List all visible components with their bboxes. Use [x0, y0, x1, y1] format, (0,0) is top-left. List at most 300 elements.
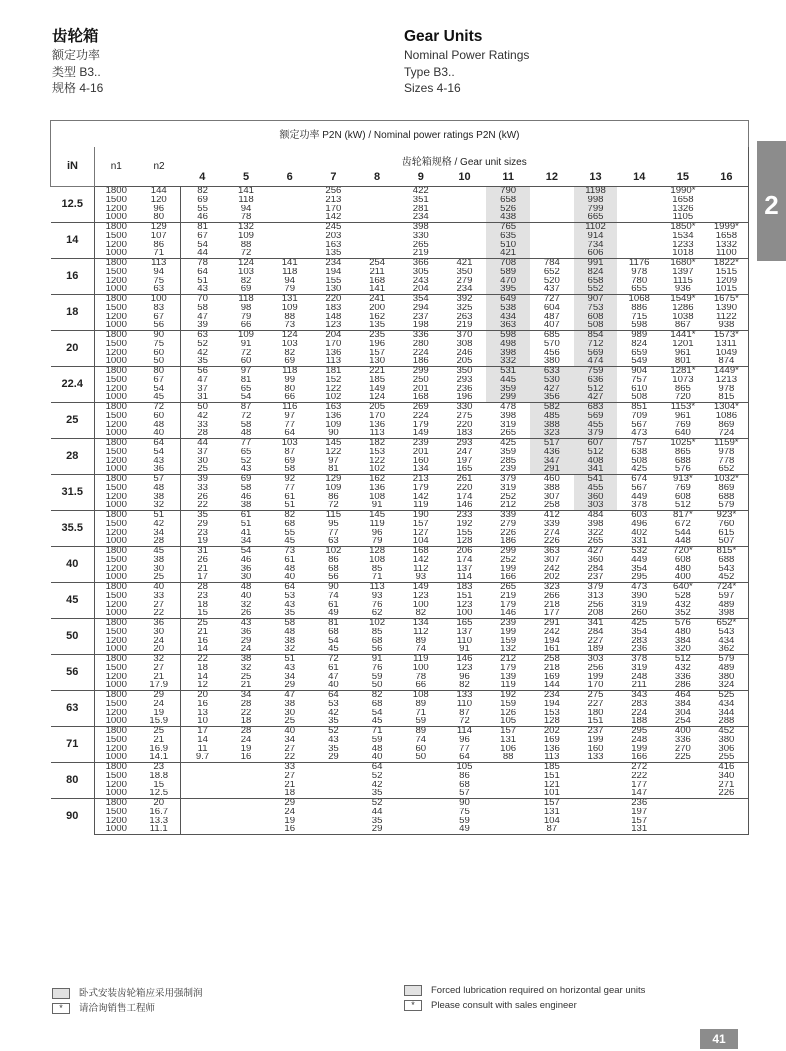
power-cell: 59	[371, 672, 383, 682]
power-cell: 525	[705, 691, 749, 700]
power-cell: 145	[312, 439, 356, 448]
power-cell: 26	[197, 555, 208, 565]
power-cell: 206	[443, 547, 487, 556]
power-cell	[399, 825, 443, 834]
power-cell: 712	[574, 340, 618, 349]
n2-cell: 107	[138, 232, 181, 241]
power-cell: 49	[443, 825, 487, 834]
power-cell: 1153*	[661, 403, 705, 412]
power-cell	[530, 196, 574, 205]
power-cell: 147	[617, 789, 661, 798]
power-cell: 211	[369, 267, 385, 277]
power-cell: 47	[328, 672, 339, 682]
power-cell: 865	[674, 384, 691, 394]
power-cell: 242	[543, 627, 560, 637]
power-cell	[312, 799, 356, 808]
power-cell: 1515	[705, 268, 749, 277]
power-cell: 22	[181, 655, 225, 664]
power-cell: 379	[574, 429, 618, 438]
power-cell: 354	[631, 564, 648, 574]
power-cell: 202	[530, 727, 574, 736]
power-cell: 275	[456, 411, 473, 421]
size-header-cell: 15	[661, 169, 705, 187]
power-cell: 151	[456, 591, 473, 601]
n1-cell: 1200	[95, 205, 138, 214]
ratio-cell: 12.5	[51, 187, 95, 223]
power-cell: 122	[325, 447, 342, 457]
power-cell: 82	[443, 681, 487, 690]
legend-cn-grey: 卧式安装齿轮箱应采用强制润	[52, 985, 203, 999]
power-cell: 48	[284, 564, 296, 574]
power-cell: 101	[530, 789, 574, 798]
power-cell: 384	[674, 636, 691, 646]
power-cell: 245	[312, 223, 356, 232]
chapter-tab[interactable]: 2	[757, 141, 786, 261]
n1-cell: 1200	[95, 493, 138, 502]
power-cell: 45	[312, 645, 356, 654]
power-cell: 252	[500, 555, 517, 565]
power-cell: 57	[443, 789, 487, 798]
power-cell: 1038	[672, 312, 694, 322]
power-cell: 615	[705, 529, 749, 538]
power-cell: 136	[543, 744, 560, 754]
power-cell: 390	[631, 591, 648, 601]
power-cell: 93	[399, 573, 443, 582]
power-cell: 608	[574, 313, 618, 322]
power-cell: 254	[355, 259, 399, 268]
power-cell: 182	[355, 439, 399, 448]
table-title: 额定功率 P2N (kW) / Nominal power ratings P2N (kW)	[51, 121, 749, 147]
n2-cell: 15.9	[138, 717, 181, 726]
power-cell: 343	[617, 691, 661, 700]
power-cell: 380	[705, 673, 749, 682]
power-cell: 18	[268, 789, 312, 798]
power-cell	[443, 213, 487, 222]
power-cell: 204	[399, 285, 443, 294]
power-cell: 88	[486, 753, 530, 762]
table-row	[51, 808, 749, 817]
n1-cell: 1800	[95, 799, 138, 808]
power-cell: 392	[443, 295, 487, 304]
power-cell: 160	[412, 456, 429, 466]
power-cell: 91	[443, 645, 487, 654]
power-cell: 18	[197, 663, 208, 673]
power-cell: 727	[530, 295, 574, 304]
power-cell: 322	[587, 528, 604, 538]
power-cell: 123	[412, 591, 429, 601]
power-cell: 448	[661, 537, 705, 546]
power-cell: 139	[500, 672, 517, 682]
power-cell: 157	[530, 799, 574, 808]
power-cell: 123	[456, 663, 473, 673]
power-cell: 351	[412, 195, 429, 205]
power-cell: 589	[486, 268, 530, 277]
power-cell: 436	[530, 448, 574, 457]
size-header-cell: 7	[312, 169, 356, 187]
power-cell: 1449*	[705, 367, 749, 376]
power-cell: 543	[705, 565, 749, 574]
table-row	[51, 357, 749, 366]
power-cell: 17	[181, 727, 225, 736]
power-cell: 54	[328, 636, 339, 646]
power-cell: 62	[355, 609, 399, 618]
power-cell	[181, 789, 225, 798]
power-cell: 81	[312, 465, 356, 474]
n1-cell: 1200	[95, 745, 138, 754]
power-cell: 72	[240, 348, 252, 358]
power-cell: 340	[705, 772, 749, 781]
n2-cell: 94	[138, 268, 181, 277]
table-row	[51, 556, 749, 565]
n1-cell: 1000	[95, 789, 138, 798]
power-cell: 25	[240, 672, 252, 682]
power-cell: 49	[312, 609, 356, 618]
power-cell: 1105	[661, 213, 705, 222]
power-cell: 115	[312, 511, 356, 520]
power-cell: 169	[543, 735, 560, 745]
power-ratings-table	[50, 120, 749, 835]
power-cell: 243	[412, 276, 429, 286]
power-cell: 44	[181, 249, 225, 258]
power-cell: 58	[240, 420, 252, 430]
power-cell: 508	[631, 456, 648, 466]
power-cell: 226	[500, 528, 517, 538]
power-cell	[181, 772, 225, 781]
power-cell: 363	[486, 321, 530, 330]
power-cell: 183	[443, 583, 487, 592]
power-cell: 907	[574, 295, 618, 304]
power-cell: 256	[312, 187, 356, 196]
power-cell: 23	[197, 528, 208, 538]
n2-cell: 71	[138, 249, 181, 258]
power-cell: 116	[268, 403, 312, 412]
n2-cell: 60	[138, 349, 181, 358]
power-cell: 109	[238, 231, 255, 241]
power-cell	[224, 763, 268, 772]
power-cell: 398	[486, 349, 530, 358]
power-cell: 640*	[661, 583, 705, 592]
power-cell: 496	[631, 519, 648, 529]
power-cell: 90	[312, 429, 356, 438]
power-cell: 236	[617, 799, 661, 808]
power-cell	[530, 205, 574, 214]
power-cell: 68	[371, 699, 383, 709]
power-cell: 38	[284, 699, 296, 709]
power-cell: 28	[181, 583, 225, 592]
subtitle-cn: 额定功率	[52, 48, 101, 62]
n1-cell: 1200	[95, 277, 138, 286]
power-cell: 33	[268, 763, 312, 772]
power-cell: 224	[412, 348, 429, 358]
power-cell: 35	[328, 744, 339, 754]
power-cell: 1658	[705, 232, 749, 241]
n1-cell: 1200	[95, 637, 138, 646]
power-cell: 153	[369, 447, 386, 457]
power-cell: 66	[399, 681, 443, 690]
power-cell: 68	[284, 519, 296, 529]
power-cell: 30	[224, 573, 268, 582]
power-cell	[617, 241, 661, 250]
power-cell: 35	[355, 789, 399, 798]
n2-cell: 22	[138, 609, 181, 618]
power-cell: 169	[543, 672, 560, 682]
power-cell: 978	[705, 385, 749, 394]
power-cell: 69	[224, 285, 268, 294]
power-cell: 174	[456, 492, 473, 502]
n1-cell: 1000	[95, 573, 138, 582]
power-cell: 280	[412, 339, 429, 349]
table-row	[51, 205, 749, 214]
n1-cell: 1500	[95, 196, 138, 205]
power-cell: 275	[574, 691, 618, 700]
power-cell: 886	[631, 303, 648, 313]
power-cell: 336	[674, 735, 691, 745]
power-cell: 610	[631, 384, 648, 394]
power-cell: 1658	[672, 195, 694, 205]
size-header-cell: 13	[574, 169, 618, 187]
power-cell: 478	[486, 403, 530, 412]
power-cell: 239	[486, 465, 530, 474]
n1-cell: 1200	[95, 421, 138, 430]
power-cell: 131	[617, 825, 661, 834]
n2-cell: 20	[138, 645, 181, 654]
table-row	[51, 573, 749, 582]
n1-cell: 1500	[95, 448, 138, 457]
power-cell: 299	[399, 367, 443, 376]
power-cell: 134	[399, 619, 443, 628]
power-cell	[574, 772, 618, 781]
n2-cell: 20	[138, 799, 181, 808]
power-cell: 79	[355, 537, 399, 546]
power-cell: 219	[500, 591, 517, 601]
power-cell: 936	[661, 285, 705, 294]
power-cell: 48	[371, 744, 383, 754]
size-header-cell: 14	[617, 169, 661, 187]
power-cell: 250	[412, 375, 429, 385]
power-cell: 177	[530, 609, 574, 618]
power-cell	[486, 763, 530, 772]
power-cell: 189	[574, 645, 618, 654]
power-cell: 66	[268, 393, 312, 402]
n1-cell: 1000	[95, 465, 138, 474]
ratio-cell: 25	[51, 403, 95, 439]
n2-cell: 21	[138, 736, 181, 745]
n2-cell: 120	[138, 196, 181, 205]
power-cell: 72	[240, 411, 252, 421]
power-cell: 183	[443, 429, 487, 438]
power-cell	[443, 196, 487, 205]
power-cell: 168	[399, 547, 443, 556]
power-cell: 34	[284, 672, 296, 682]
power-cell	[574, 789, 618, 798]
power-cell: 40	[268, 573, 312, 582]
power-cell	[355, 249, 399, 258]
power-cell	[181, 817, 225, 826]
power-cell: 50	[355, 681, 399, 690]
power-cell: 59	[459, 816, 470, 826]
n1-cell: 1200	[95, 385, 138, 394]
n2-cell: 11.1	[138, 825, 181, 834]
table-row	[51, 628, 749, 637]
power-cell: 149	[399, 583, 443, 592]
power-cell: 608	[674, 492, 691, 502]
table-row	[51, 592, 749, 601]
power-cell: 720*	[661, 547, 705, 556]
power-cell: 1549*	[661, 295, 705, 304]
n1-cell: 1000	[95, 537, 138, 546]
n2-cell: 42	[138, 520, 181, 529]
power-cell: 1015	[705, 285, 749, 294]
table-row	[51, 376, 749, 385]
power-cell: 37	[197, 447, 208, 457]
table-row	[51, 187, 749, 196]
power-cell: 110	[456, 636, 473, 646]
table-row	[51, 799, 749, 808]
power-cell: 339	[486, 511, 530, 520]
power-cell: 43	[224, 465, 268, 474]
power-cell: 473	[617, 429, 661, 438]
power-cell: 148	[325, 312, 342, 322]
power-cell: 220	[312, 295, 356, 304]
power-cell: 47	[268, 691, 312, 700]
power-cell: 227	[587, 699, 604, 709]
power-cell: 1304*	[705, 403, 749, 412]
table-row	[51, 511, 749, 520]
power-cell: 15	[181, 609, 225, 618]
power-cell: 211	[617, 681, 661, 690]
power-cell: 923*	[705, 511, 749, 520]
ratio-cell: 35.5	[51, 511, 95, 547]
power-cell: 201	[412, 384, 429, 394]
power-cell: 32	[268, 645, 312, 654]
power-cell: 45	[268, 537, 312, 546]
power-cell: 124	[268, 331, 312, 340]
ratio-cell: 40	[51, 547, 95, 583]
n1-cell: 1800	[95, 187, 138, 196]
power-cell: 33	[197, 420, 208, 430]
power-cell: 190	[399, 511, 443, 520]
power-cell: 304	[674, 708, 691, 718]
power-cell: 279	[456, 276, 473, 286]
power-cell: 227	[587, 636, 604, 646]
power-cell: 1990*	[661, 187, 705, 196]
power-cell: 54	[224, 547, 268, 556]
power-cell: 144	[530, 681, 574, 690]
power-cell	[224, 799, 268, 808]
power-cell: 212	[486, 655, 530, 664]
power-cell: 1209	[705, 277, 749, 286]
power-cell: 71	[355, 727, 399, 736]
ratio-cell: 63	[51, 691, 95, 727]
power-cell: 265	[486, 583, 530, 592]
n2-cell: 19	[138, 709, 181, 718]
power-cell: 801	[661, 357, 705, 366]
power-cell: 851	[617, 403, 661, 412]
power-cell: 136	[325, 348, 342, 358]
power-cell: 445	[486, 376, 530, 385]
power-cell	[443, 187, 487, 196]
power-cell: 234	[443, 285, 487, 294]
power-cell: 350	[456, 267, 473, 277]
power-cell: 261	[443, 475, 487, 484]
n2-cell: 13.3	[138, 817, 181, 826]
power-cell	[486, 799, 530, 808]
n1-cell: 1200	[95, 313, 138, 322]
n2-cell: 43	[138, 457, 181, 466]
power-cell: 29	[240, 636, 252, 646]
power-cell: 659	[631, 348, 648, 358]
power-cell: 1441*	[661, 331, 705, 340]
power-cell: 92	[268, 475, 312, 484]
power-cell: 200	[369, 303, 386, 313]
n2-cell: 48	[138, 421, 181, 430]
power-cell: 258	[530, 655, 574, 664]
power-cell: 89	[415, 636, 427, 646]
n2-cell: 27	[138, 664, 181, 673]
power-cell	[399, 817, 443, 826]
power-cell: 161	[530, 645, 574, 654]
power-cell: 434	[705, 637, 749, 646]
power-cell: 1286	[672, 303, 694, 313]
power-cell: 649	[486, 295, 530, 304]
power-cell	[224, 789, 268, 798]
power-cell: 82	[355, 691, 399, 700]
n2-cell: 54	[138, 448, 181, 457]
power-cell: 69	[268, 357, 312, 366]
power-cell: 508	[617, 393, 661, 402]
power-cell: 234	[530, 691, 574, 700]
power-cell: 126	[500, 708, 517, 718]
power-cell: 199	[500, 627, 517, 637]
power-cell: 636	[574, 376, 618, 385]
power-cell: 512	[661, 655, 705, 664]
power-cell: 72	[224, 249, 268, 258]
table-row	[51, 304, 749, 313]
power-cell: 456	[543, 348, 560, 358]
power-cell: 265	[486, 429, 530, 438]
n2-cell: 113	[138, 259, 181, 268]
power-cell: 166	[617, 753, 661, 762]
power-cell: 307	[543, 555, 560, 565]
power-cell: 1025*	[661, 439, 705, 448]
power-cell: 237	[412, 312, 429, 322]
power-cell: 179	[500, 600, 517, 610]
power-cell: 460	[530, 475, 574, 484]
power-cell: 58	[268, 465, 312, 474]
n1-cell: 1500	[95, 664, 138, 673]
power-cell: 194	[543, 699, 560, 709]
power-cell: 22	[240, 708, 252, 718]
power-cell: 531	[486, 367, 530, 376]
power-cell: 51	[268, 501, 312, 510]
power-cell	[181, 763, 225, 772]
n2-cell: 40	[138, 429, 181, 438]
table-row	[51, 232, 749, 241]
power-cell: 269	[399, 403, 443, 412]
power-cell: 567	[631, 420, 648, 430]
power-cell: 218	[543, 600, 560, 610]
power-cell: 128	[355, 547, 399, 556]
power-cell: 82	[284, 348, 296, 358]
power-cell: 24	[284, 807, 296, 817]
power-cell: 544	[674, 528, 691, 538]
power-cell: 470	[486, 277, 530, 286]
power-cell: 904	[617, 367, 661, 376]
power-cell: 239	[486, 619, 530, 628]
power-cell: 61	[284, 492, 296, 502]
table-row	[51, 268, 749, 277]
power-cell: 61	[328, 663, 339, 673]
